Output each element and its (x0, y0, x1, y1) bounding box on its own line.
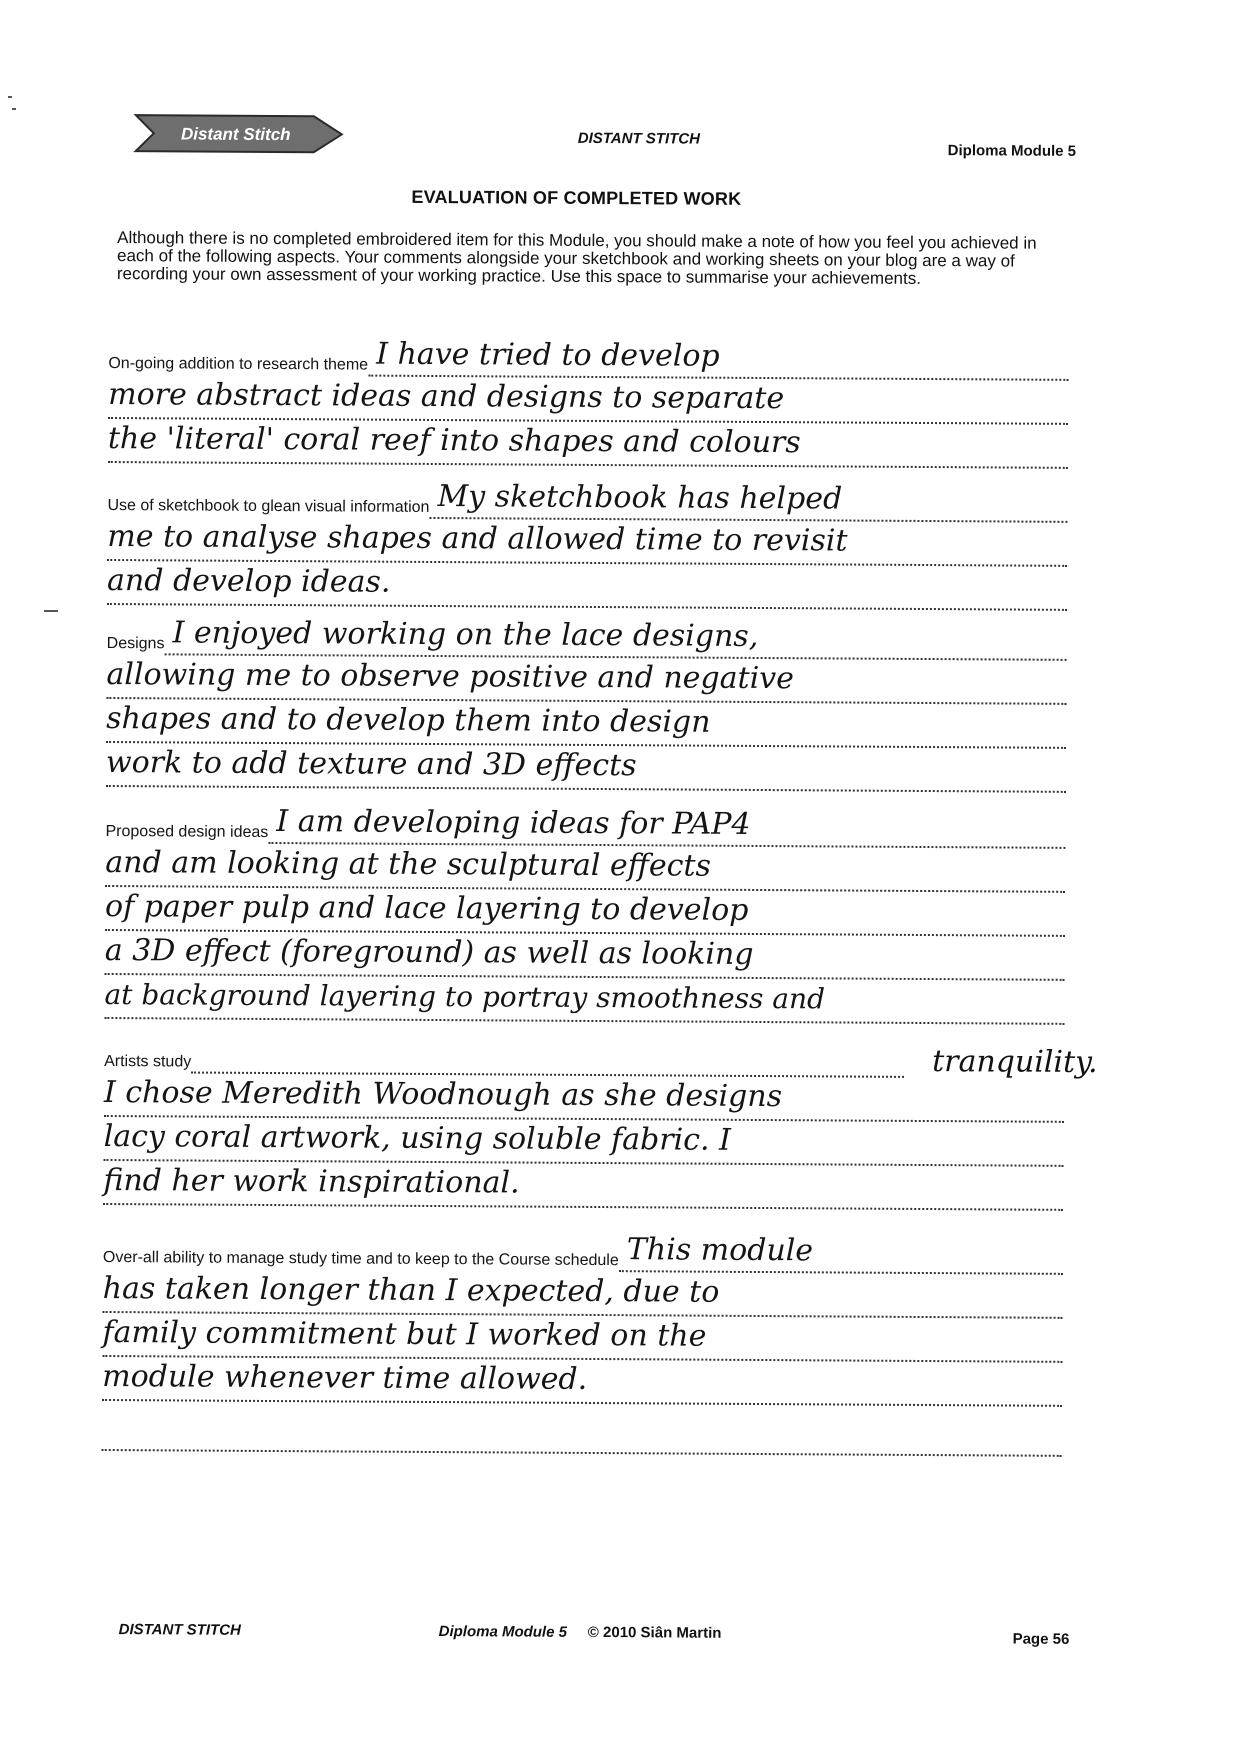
answer-line (107, 475, 1067, 523)
answer-line (108, 375, 1068, 425)
handwritten-text: and am looking at the sculptural effects (105, 844, 712, 884)
handwritten-text: This module (626, 1232, 814, 1269)
handwritten-text: I enjoyed working on the lace designs, (172, 615, 759, 654)
section-designs (106, 613, 1067, 793)
handwritten-text: module whenever time allowed. (102, 1358, 588, 1397)
handwritten-text: at background layering to portray smoothness and (104, 977, 826, 1016)
handwritten-text: work to add texture and 3D effects (105, 744, 637, 784)
scan-speck (8, 96, 12, 98)
handwritten-text: shapes and to develop them into design (106, 700, 711, 740)
answer-line (108, 419, 1068, 469)
handwritten-text: of paper pulp and lace layering to develop (104, 888, 749, 928)
handwritten-text: My sketchbook has helped (437, 479, 843, 517)
footer-copyright: © 2010 Siân Martin (587, 1623, 722, 1642)
answer-line (106, 743, 1066, 793)
header-title: DISTANT STITCH (577, 129, 701, 148)
footer-module: Diploma Module 5 (438, 1623, 568, 1641)
answer-line (104, 1073, 1064, 1123)
handwritten-text: find her work inspirational. (103, 1162, 520, 1201)
handwritten-text: a 3D effect (foreground) as well as looking (104, 932, 754, 972)
section-proposed-design-ideas (104, 801, 1065, 1025)
logo-text: Distant Stitch (180, 124, 291, 145)
page-number: Page 56 (1012, 1630, 1070, 1648)
handwritten-text: lacy coral artwork, using soluble fabric. I (103, 1118, 732, 1158)
handwritten-text: allowing me to observe positive and negative (106, 656, 795, 697)
section-label: Over-all ability to manage study time and to keep to the Course schedule (102, 1248, 619, 1270)
page-title: EVALUATION OF COMPLETED WORK (411, 186, 742, 209)
section-label: Artists study (104, 1052, 192, 1071)
answer-line (102, 1357, 1062, 1407)
section-sketchbook (107, 475, 1068, 611)
section-label: Use of sketchbook to glean visual information (107, 496, 430, 516)
footer-course (439, 1623, 722, 1642)
header-module: Diploma Module 5 (947, 142, 1077, 160)
answer-line (105, 801, 1065, 849)
answer-line (102, 1313, 1062, 1363)
section-label: On-going addition to research theme (108, 355, 369, 374)
handwritten-overflow: tranquility. (932, 1044, 1098, 1081)
section-label: Proposed design ideas (105, 822, 269, 841)
answer-line (105, 887, 1065, 937)
answer-line (105, 843, 1065, 893)
answer-line (105, 931, 1065, 981)
answer-line (103, 1161, 1063, 1211)
distant-stitch-logo (128, 111, 346, 156)
handwritten-text: family commitment but I worked on the (102, 1314, 707, 1354)
handwritten-text: the 'literal' coral reef into shapes and colours (107, 421, 801, 461)
answer-line (107, 517, 1067, 567)
handwritten-text: me to analyse shapes and allowed time to revisit (107, 518, 848, 559)
section-artists-study (103, 1031, 1064, 1211)
answer-line (108, 333, 1068, 381)
answer-line (103, 1227, 1063, 1275)
footer-brand: DISTANT STITCH (118, 1621, 241, 1639)
handwritten-text: I am developing ideas for PAP4 (276, 804, 751, 842)
scan-speck (12, 108, 16, 110)
section-time-management (102, 1227, 1063, 1457)
section-research-theme (108, 333, 1069, 469)
handwritten-text: has taken longer than I expected, due to (102, 1270, 720, 1310)
answer-line (106, 699, 1066, 749)
answer-line (106, 655, 1066, 705)
answer-line (107, 561, 1067, 611)
answer-line (107, 613, 1067, 661)
answer-line (104, 1031, 904, 1078)
scan-speck (44, 610, 58, 612)
section-label: Designs (106, 634, 165, 653)
handwritten-text: and develop ideas. (106, 562, 391, 600)
answer-line (104, 1117, 1064, 1167)
answer-line (102, 1401, 1062, 1457)
handwritten-text: more abstract ideas and designs to separate (108, 377, 785, 417)
answer-line (103, 1269, 1063, 1319)
answer-line (104, 975, 1064, 1025)
intro-paragraph: Although there is no completed embroidered item for this Module, you should make a note of how you feel you achieved in each of the following aspects. Your comments alongside your sketchbook and working sheets on your blog are a way of recording your own assessment of your working practice. Use this space to summarise your achievements. (116, 228, 1037, 288)
handwritten-text: I chose Meredith Woodnough as she designs (103, 1074, 783, 1115)
handwritten-text: I have tried to develop (376, 336, 720, 374)
